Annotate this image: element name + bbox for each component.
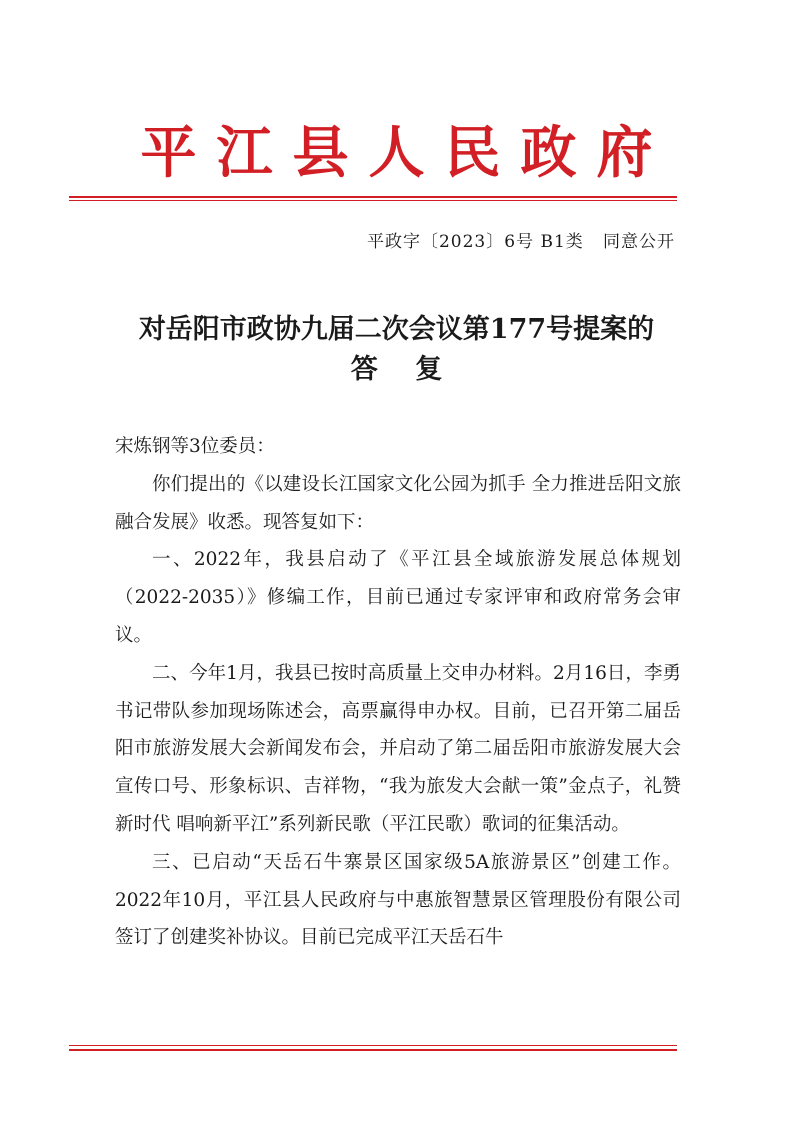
header-red-rule (69, 196, 677, 198)
header-red-rule-thin (69, 200, 677, 201)
document-body (115, 428, 681, 957)
document-number: 平政字〔2023〕6号 B1类 同意公开 (366, 232, 675, 252)
paragraph-2: 二、今年1月，我县已按时高质量上交申办材料。2月16日，李勇书记带队参加现场陈述会，高票赢得申办权。目前，已召开第二届岳阳市旅游发展大会新闻发布会，并启动了第二届岳阳市旅游发展大会宣传口号、形象标识、吉祥物，“我为旅发大会献一策”金点子，礼赞新时代 唱响新平江”系列新民歌（平江民歌）歌词的征集活动。 (115, 662, 681, 835)
issuer-header: 平江县人民政府 (140, 120, 673, 186)
document-title-line2: 答 复 (350, 354, 443, 385)
salutation: 宋炼钢等3位委员： (115, 436, 275, 457)
footer-red-rule-thin (69, 1045, 677, 1046)
paragraph-3: 三、已启动“天岳石牛寨景区国家级5A旅游景区”创建工作。2022年10月，平江县人民政府与中惠旅智慧景区管理股份有限公司签订了创建奖补协议。目前已完成平江天岳石牛 (115, 851, 681, 949)
document-title-line1: 对岳阳市政协九届二次会议第177号提案的 (138, 314, 655, 345)
footer-red-rule (69, 1049, 677, 1051)
paragraph-intro: 你们提出的《以建设长江国家文化公园为抓手 全力推进岳阳文旅融合发展》收悉。现答复如下： (115, 473, 681, 533)
paragraph-1: 一、2022年，我县启动了《平江县全域旅游发展总体规划（2022-2035）》修编工作，目前已通过专家评审和政府常务会审议。 (115, 549, 681, 646)
